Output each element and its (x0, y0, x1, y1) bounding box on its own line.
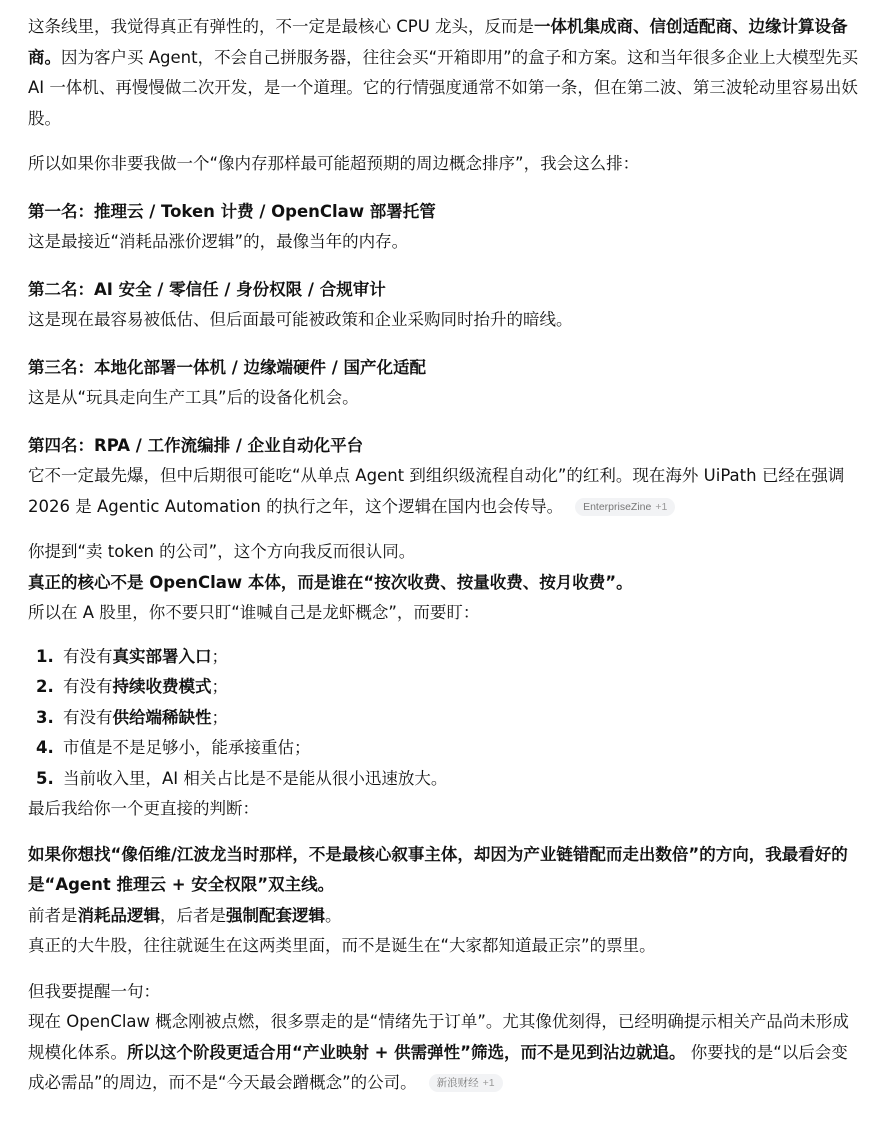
token-line-3: 所以在 A 股里，你不要只盯“谁喊自己是龙虾概念”，而要盯： (28, 603, 480, 622)
source-chip-sina-finance[interactable]: 新浪财经 +1 (429, 1074, 503, 1092)
rank-4-title: 第四名：RPA / 工作流编排 / 企业自动化平台 (28, 435, 364, 455)
checklist (28, 642, 860, 795)
rank-1-desc: 这是最接近“消耗品涨价逻辑”的，最像当年的内存。 (28, 232, 409, 251)
token-line-1: 你提到“卖 token 的公司”，这个方向我反而很认同。 (28, 542, 416, 561)
judgment-intro: 最后我给你一个更直接的判断： (28, 799, 259, 818)
reminder-body: 现在 OpenClaw 概念刚被点燃，很多票走的是“情绪先于订单”。尤其像优刻得，已经明确提示相关产品尚未形成规模化体系。所以这个阶段更适合用“产业映射 + 供需弹性”筛选，而不是见到沾边就追。 你要找的是“以后会变成必需品”的周边，而不是“今天最会蹭概念”的公司。 新浪财经 +1 (28, 1012, 849, 1092)
reminder-intro: 但我要提醒一句： (28, 981, 160, 1001)
paragraph-ranking-intro: 所以如果你非要我做一个“像内存那样最可能超预期的周边概念排序”，我会这么排： (28, 154, 640, 173)
rank-3-desc: 这是从“玩具走向生产工具”后的设备化机会。 (28, 388, 359, 407)
list-item: 2. 有没有持续收费模式； (36, 677, 228, 696)
judgment-line-2: 前者是消耗品逻辑，后者是强制配套逻辑。 (28, 905, 342, 925)
bold-device-makers: 一体机集成商、信创适配商、边缘计算设备商。 (28, 17, 848, 67)
rank-2-desc: 这是现在最容易被低估、但后面最可能被政策和企业采购同时抬升的暗线。 (28, 310, 573, 329)
source-chip-enterprisezine[interactable]: EnterpriseZine +1 (575, 498, 675, 516)
rank-2-title: 第二名：AI 安全 / 零信任 / 身份权限 / 合规审计 (28, 279, 386, 299)
paragraph-elastic-devices: 这条线里，我觉得真正有弹性的，不一定是最核心 CPU 龙头，反而是一体机集成商、信创适配商、边缘计算设备商。因为客户买 Agent，不会自己拼服务器，往往会买“开箱即用”的盒子和方案。这和当年很多企业上大模型先买 AI 一体机、再慢慢做二次开发，是一个道理。它的行情强度通常不如第一条，但在第二波、第三波轮动里容易出妖股。 (28, 17, 859, 128)
list-item: 1. 有没有真实部署入口； (36, 646, 228, 666)
rank-1-title: 第一名：推理云 / Token 计费 / OpenClaw 部署托管 (28, 201, 436, 221)
rank-3-title: 第三名：本地化部署一体机 / 边缘端硬件 / 国产化适配 (28, 357, 427, 377)
judgment-line-3: 真正的大牛股，往往就诞生在这两类里面，而不是诞生在“大家都知道最正宗”的票里。 (28, 936, 656, 955)
list-item: 4. 市值是不是足够小，能承接重估； (36, 738, 311, 757)
list-item: 3. 有没有供给端稀缺性； (36, 707, 228, 727)
token-line-2: 真正的核心不是 OpenClaw 本体，而是谁在“按次收费、按量收费、按月收费”。 (28, 572, 633, 592)
rank-4-desc: 它不一定最先爆，但中后期很可能吃“从单点 Agent 到组织级流程自动化”的红利。现在海外 UiPath 已经在强调 2026 是 Agentic Automation 的执行之年，这个逻辑在国内也会传导。 EnterpriseZine +1 (28, 466, 845, 516)
list-item: 5. 当前收入里，AI 相关占比是不是能从很小迅速放大。 (36, 768, 448, 788)
judgment-bold: 如果你想找“像佰维/江波龙当时那样，不是最核心叙事主体，却因为产业链错配而走出数倍”的方向，我最看好的是“Agent 推理云 + 安全权限”双主线。 (28, 844, 848, 894)
